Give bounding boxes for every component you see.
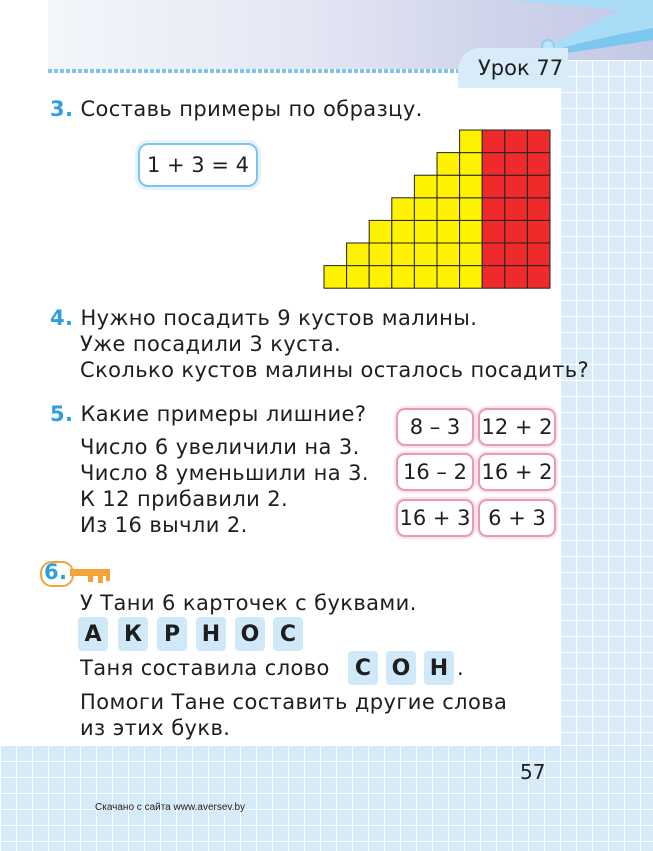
letter-card: К	[118, 617, 148, 651]
chip-expression: 16 + 2	[478, 453, 556, 491]
red-square	[505, 198, 528, 221]
letter-card: С	[273, 617, 303, 651]
yellow-square	[414, 220, 437, 243]
yellow-square	[460, 198, 483, 221]
red-square	[482, 153, 505, 176]
word-letter-card: О	[386, 651, 416, 685]
yellow-square	[437, 220, 460, 243]
task3-example: 1 + 3 = 4	[147, 153, 249, 177]
lesson-label: Урок 77	[478, 56, 564, 80]
bottom-grid-band	[0, 745, 653, 851]
letter-card: Н	[196, 617, 226, 651]
red-square	[527, 153, 550, 176]
task5-line2: Число 8 уменьшили на 3.	[80, 461, 369, 485]
task5-line4: Из 16 вычли 2.	[80, 513, 248, 537]
task6-number: 6.	[44, 560, 68, 584]
task6-line4: из этих букв.	[80, 716, 231, 740]
yellow-square	[324, 266, 347, 289]
red-square	[505, 175, 528, 198]
red-square	[527, 198, 550, 221]
yellow-square	[392, 266, 415, 289]
yellow-square	[369, 220, 392, 243]
red-square	[527, 130, 550, 153]
yellow-square	[414, 198, 437, 221]
yellow-square	[369, 266, 392, 289]
red-square	[527, 175, 550, 198]
red-square	[527, 243, 550, 266]
letter-card: О	[235, 617, 265, 651]
task4-number: 4.	[50, 306, 74, 330]
task6-line1: У Тани 6 карточек с буквами.	[80, 591, 417, 615]
task4-line1-row	[50, 306, 477, 330]
task3-number: 3.	[50, 97, 74, 121]
red-square	[505, 266, 528, 289]
red-square	[482, 266, 505, 289]
yellow-square	[437, 266, 460, 289]
yellow-square	[460, 175, 483, 198]
task4-line3: Сколько кустов малины осталось посадить?	[80, 358, 590, 382]
letter-card: А	[78, 617, 108, 651]
task4-line2: Уже посадили 3 куста.	[80, 332, 342, 356]
task5-line3: К 12 прибавили 2.	[80, 487, 289, 511]
key-icon	[40, 560, 114, 588]
red-square	[505, 153, 528, 176]
staircase-figure	[320, 128, 560, 293]
yellow-square	[437, 175, 460, 198]
yellow-square	[347, 266, 370, 289]
chip-expression: 6 + 3	[478, 499, 556, 537]
yellow-square	[460, 266, 483, 289]
yellow-square	[460, 130, 483, 153]
red-square	[505, 243, 528, 266]
red-square	[527, 220, 550, 243]
task5-question-row	[50, 402, 366, 426]
yellow-square	[437, 153, 460, 176]
chip-expression: 16 – 2	[396, 453, 474, 491]
grid-margin	[560, 60, 653, 760]
task6-line2-suffix: .	[457, 656, 465, 680]
yellow-square	[437, 243, 460, 266]
red-square	[482, 130, 505, 153]
chip-expression: 8 – 3	[396, 408, 474, 446]
download-credit: Скачано с сайта www.aversev.by	[95, 802, 246, 813]
red-square	[505, 220, 528, 243]
yellow-square	[437, 198, 460, 221]
task4-line1: Нужно посадить 9 кустов малины.	[80, 306, 478, 330]
chip-expression: 12 + 2	[478, 408, 556, 446]
task3-line	[50, 97, 423, 121]
task3-example-box	[138, 143, 258, 187]
word-letter-card: Н	[424, 651, 454, 685]
red-square	[527, 266, 550, 289]
yellow-square	[460, 243, 483, 266]
chip-expression: 16 + 3	[396, 499, 474, 537]
header-divider	[48, 69, 468, 73]
page-number: 57	[520, 760, 546, 784]
yellow-square	[414, 266, 437, 289]
red-square	[482, 198, 505, 221]
task6-line3: Помоги Тане составить другие слова	[80, 690, 508, 714]
yellow-square	[347, 243, 370, 266]
red-square	[505, 130, 528, 153]
yellow-square	[414, 243, 437, 266]
red-square	[482, 220, 505, 243]
task5-question: Какие примеры лишние?	[80, 402, 367, 426]
task3-text: Составь примеры по образцу.	[80, 97, 423, 121]
yellow-square	[414, 175, 437, 198]
yellow-square	[460, 153, 483, 176]
word-letter-card: С	[348, 651, 378, 685]
red-square	[482, 175, 505, 198]
letter-card: Р	[157, 617, 187, 651]
task5-line1: Число 6 увеличили на 3.	[80, 435, 360, 459]
yellow-square	[460, 220, 483, 243]
yellow-square	[392, 198, 415, 221]
yellow-square	[392, 220, 415, 243]
task6-line2-prefix: Таня составила слово	[80, 656, 330, 680]
red-square	[482, 243, 505, 266]
task5-number: 5.	[50, 402, 74, 426]
yellow-square	[392, 243, 415, 266]
yellow-square	[369, 243, 392, 266]
